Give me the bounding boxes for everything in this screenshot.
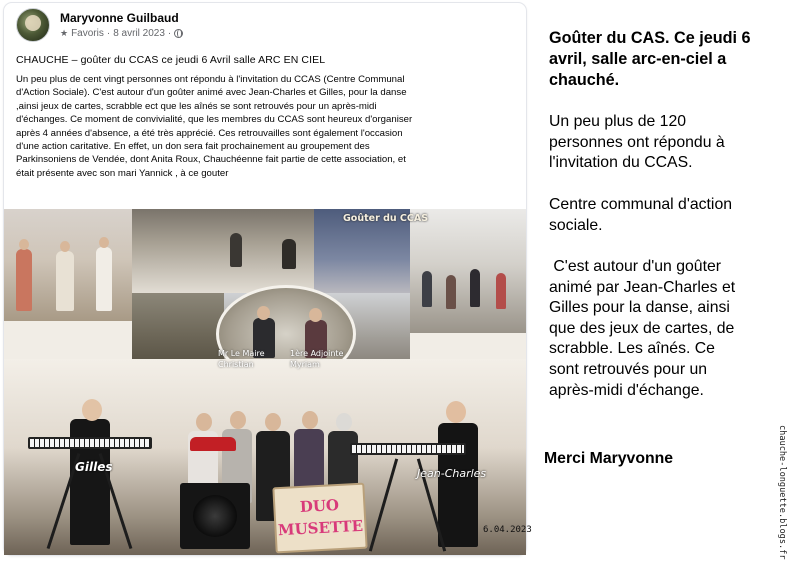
official-head (309, 308, 322, 322)
favorites-label[interactable]: Favoris (71, 28, 104, 39)
caption-gilles: Gilles (75, 460, 113, 474)
side-paragraph-attendance (549, 112, 775, 174)
dancer (446, 275, 456, 309)
post-body-line: Parkinsoniens de Vendée, dont Anita Roux, Chauchéenne fait partie de cette association, et (16, 154, 406, 166)
photo-collage[interactable] (4, 209, 532, 555)
dancer-head (99, 237, 109, 248)
dancer (56, 251, 74, 311)
dancer (16, 249, 32, 311)
avatar[interactable] (16, 8, 50, 42)
official-head (257, 306, 270, 320)
star-icon: ★ (60, 28, 69, 38)
side-title-line: avril, salle arc-en-ciel a (549, 50, 727, 68)
singer-head (230, 411, 246, 429)
singer-head (336, 413, 352, 431)
dancer-head (60, 241, 70, 252)
keyboard (28, 437, 152, 449)
photo-musicians (4, 359, 526, 555)
singer-head (196, 413, 212, 431)
dancer (496, 273, 506, 309)
dancer-head (19, 239, 29, 250)
side-line: personnes ont répondu à (549, 133, 725, 151)
photo-date: 6.04.2023 (483, 525, 532, 535)
side-title-line: chauché. (549, 71, 620, 89)
musician-jean-charles (438, 423, 478, 547)
post-body-line: ,ainsi jeux de cartes, scrabble ect que les aînés se sont retrouvés pour un après-midi (16, 100, 377, 112)
post-body-line: après 4 années d'absence, a été très apprécié. Ces retrouvailles sont également l'occasion (16, 127, 403, 139)
post-body (16, 73, 522, 180)
side-line: animé par Jean-Charles et (549, 278, 736, 296)
post-title: CHAUCHE – goûter du CCAS ce jeudi 6 Avril salle ARC EN CIEL (16, 54, 326, 66)
caption-jean-charles: Jean-Charles (417, 467, 487, 480)
post-date[interactable]: 8 avril 2023 (113, 28, 165, 39)
post-body-line: était présente avec son mari Yannick , à ce gouter (16, 167, 229, 179)
musician-head (446, 401, 466, 423)
author-name[interactable]: Maryvonne Guilbaud (60, 11, 179, 25)
side-paragraph-ccas (549, 195, 775, 236)
photo-dancers-right (410, 209, 526, 333)
post-body-line: d'Action Sociale). C'est autour d'un goûter animé avec Jean-Charles et Gilles, pour la danse (16, 87, 407, 99)
facebook-post (4, 3, 532, 555)
separator-dot: · (167, 28, 172, 39)
side-line: Centre communal d'action (549, 196, 733, 213)
side-line: sociale. (549, 216, 603, 234)
music-stand (190, 437, 236, 451)
singer-head (302, 411, 318, 429)
globe-icon[interactable] (174, 29, 183, 38)
post-body-line: d'une action caritative. En effet, un don sera fait prochainement au groupement des (16, 141, 370, 153)
post-meta (60, 28, 183, 39)
sign-line: MUSETTE (277, 516, 364, 540)
caption-maire (218, 348, 265, 370)
side-title (549, 28, 775, 91)
post-body-line: Un peu plus de cent vingt personnes ont répondu à l'invitation du CCAS (Centre Communal (16, 74, 405, 85)
caption-line: Mr Le Maire (218, 349, 265, 358)
caption-line: 1ère Adjointe (290, 349, 344, 358)
side-line: scrabble. Les aînés. Ce (549, 340, 715, 358)
side-line: l'invitation du CCAS. (549, 154, 693, 172)
musician (282, 239, 296, 269)
side-line: C'est autour d'un goûter (549, 258, 722, 275)
side-line: que des jeux de cartes, de (549, 319, 735, 337)
caption-adjointe (290, 348, 343, 370)
post-header (16, 8, 496, 44)
side-line: Gilles pour la danse, ainsi (549, 299, 730, 317)
side-paragraph-activities (549, 257, 775, 401)
sign-line: DUO (299, 496, 340, 517)
side-line: sont retrouvés pour un (549, 360, 708, 378)
photo-hall-stage (132, 209, 314, 293)
musician-head (82, 399, 102, 421)
keyboard (350, 443, 466, 455)
side-line: Un peu plus de 120 (549, 113, 687, 130)
side-title-line: Goûter du CAS. Ce jeudi 6 (549, 29, 751, 47)
keyboard-stand (369, 458, 398, 551)
dancer (422, 271, 432, 307)
amplifier (180, 483, 250, 549)
side-line: après-midi d'échange. (549, 381, 704, 399)
dancer (96, 247, 112, 311)
duo-musette-sign (272, 483, 367, 554)
caption-line: Christian (218, 360, 254, 369)
post-body-line: d'échanges. Ce moment de convivialité, que les membres du CCAS sont heureux d'organiser (16, 114, 413, 126)
blog-watermark: chauche-longuette.blogs.fr (777, 425, 787, 560)
singer-head (265, 413, 281, 431)
collage-title: Goûter du CCAS (343, 213, 429, 224)
photo-dancers-left (4, 209, 132, 321)
caption-line: Myriam (290, 360, 320, 369)
musician (230, 233, 242, 267)
dancer (470, 269, 480, 307)
separator-dot: · (106, 28, 111, 39)
thanks-note: Merci Maryvonne (544, 450, 674, 467)
